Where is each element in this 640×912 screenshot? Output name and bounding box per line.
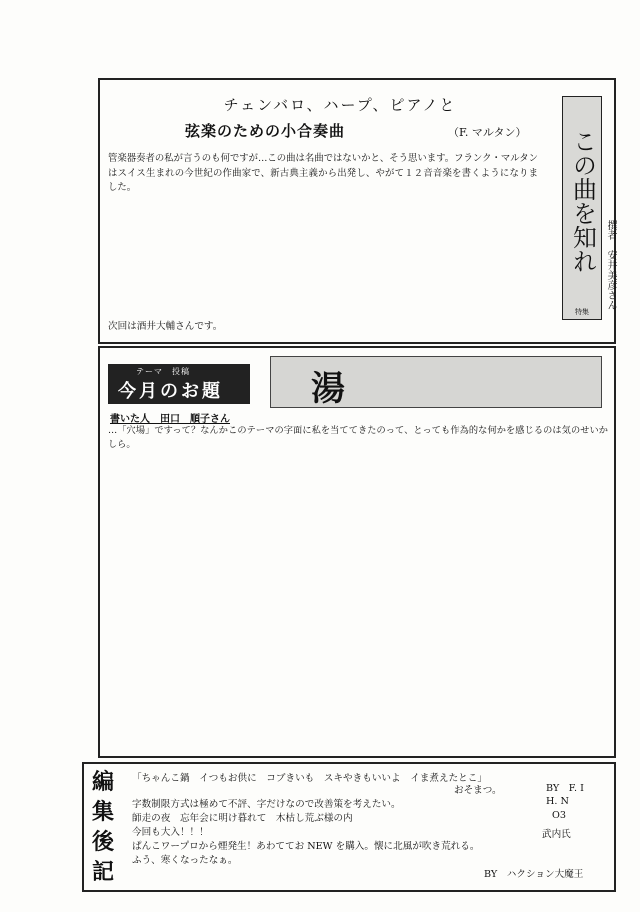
monthly-topic-label: 今月のお題 bbox=[118, 381, 223, 402]
featured-piece-section bbox=[98, 78, 616, 344]
note-line: ふう、寒くなったなぁ。 bbox=[132, 855, 238, 866]
piece-title-line1: チェンバロ、ハープ、ピアノと bbox=[223, 96, 457, 114]
piece-description: 管楽器奏者の私が言うのも何ですが…この曲は名曲ではないかと、そう思います。フランク・マルタンはスイス生まれの今世紀の作曲家で、新古典主義から出発し、やがて１２音音楽を書くようになりました。 bbox=[108, 153, 538, 193]
monthly-topic-badge bbox=[108, 364, 250, 404]
column-title: この曲を知れ bbox=[568, 129, 597, 273]
note-line: ぱんこワープロから煙発生！あわててお NEW を購入。懐に北風が吹き荒れる。 bbox=[132, 841, 480, 852]
heading-char: 編 bbox=[91, 770, 114, 795]
note-signature: O3 bbox=[552, 810, 566, 821]
note-signature: 武内氏 bbox=[542, 829, 571, 840]
note-line: 「ちゃんこ鍋 イつもお供に コブきいも スキやきもいいよ イま煮えたとこ」 bbox=[132, 773, 487, 784]
editor-notes-section bbox=[82, 762, 616, 892]
essay-body: …「穴場」ですって？なんかこのテーマの字面に私を当ててきたのって、とっても作為的な何かを感じるのは気のせいかしら。 bbox=[108, 425, 608, 450]
column-title-box bbox=[562, 96, 602, 320]
column-badge: 特集 bbox=[575, 308, 589, 316]
column-author: 撰者 安井美彦さん bbox=[605, 220, 616, 310]
heading-char: 後 bbox=[91, 830, 114, 855]
note-line: 字数制限方式は極めて不評、字だけなので改善策を考えたい。 bbox=[132, 799, 401, 810]
note-signature: H. N bbox=[546, 796, 569, 807]
piece-title-line2: 弦楽のための小合奏曲 bbox=[184, 122, 345, 140]
theme-submission-label: テーマ 投稿 bbox=[136, 367, 190, 376]
note-line: 師走の夜 忘年会に明け暮れて 木枯し荒ぶ様の内 bbox=[132, 813, 353, 824]
note-line: おそまつ。 bbox=[454, 785, 502, 796]
note-line: 今回も大入！！！ bbox=[132, 827, 209, 838]
essay-writer: 書いた人 田口 順子さん bbox=[110, 414, 230, 425]
topic-word-box bbox=[270, 356, 602, 408]
note-signature: BY ハクション大魔王 bbox=[484, 869, 584, 880]
monthly-topic-section bbox=[98, 346, 616, 758]
heading-char: 記 bbox=[91, 860, 114, 885]
next-writer-note: 次回は酒井大輔さんです。 bbox=[108, 321, 223, 332]
note-signature: BY F. I bbox=[546, 783, 584, 794]
composer-name: （F. マルタン） bbox=[448, 126, 527, 139]
editor-notes-heading bbox=[90, 768, 116, 888]
heading-char: 集 bbox=[91, 800, 114, 825]
topic-word: 湯 bbox=[311, 369, 405, 409]
